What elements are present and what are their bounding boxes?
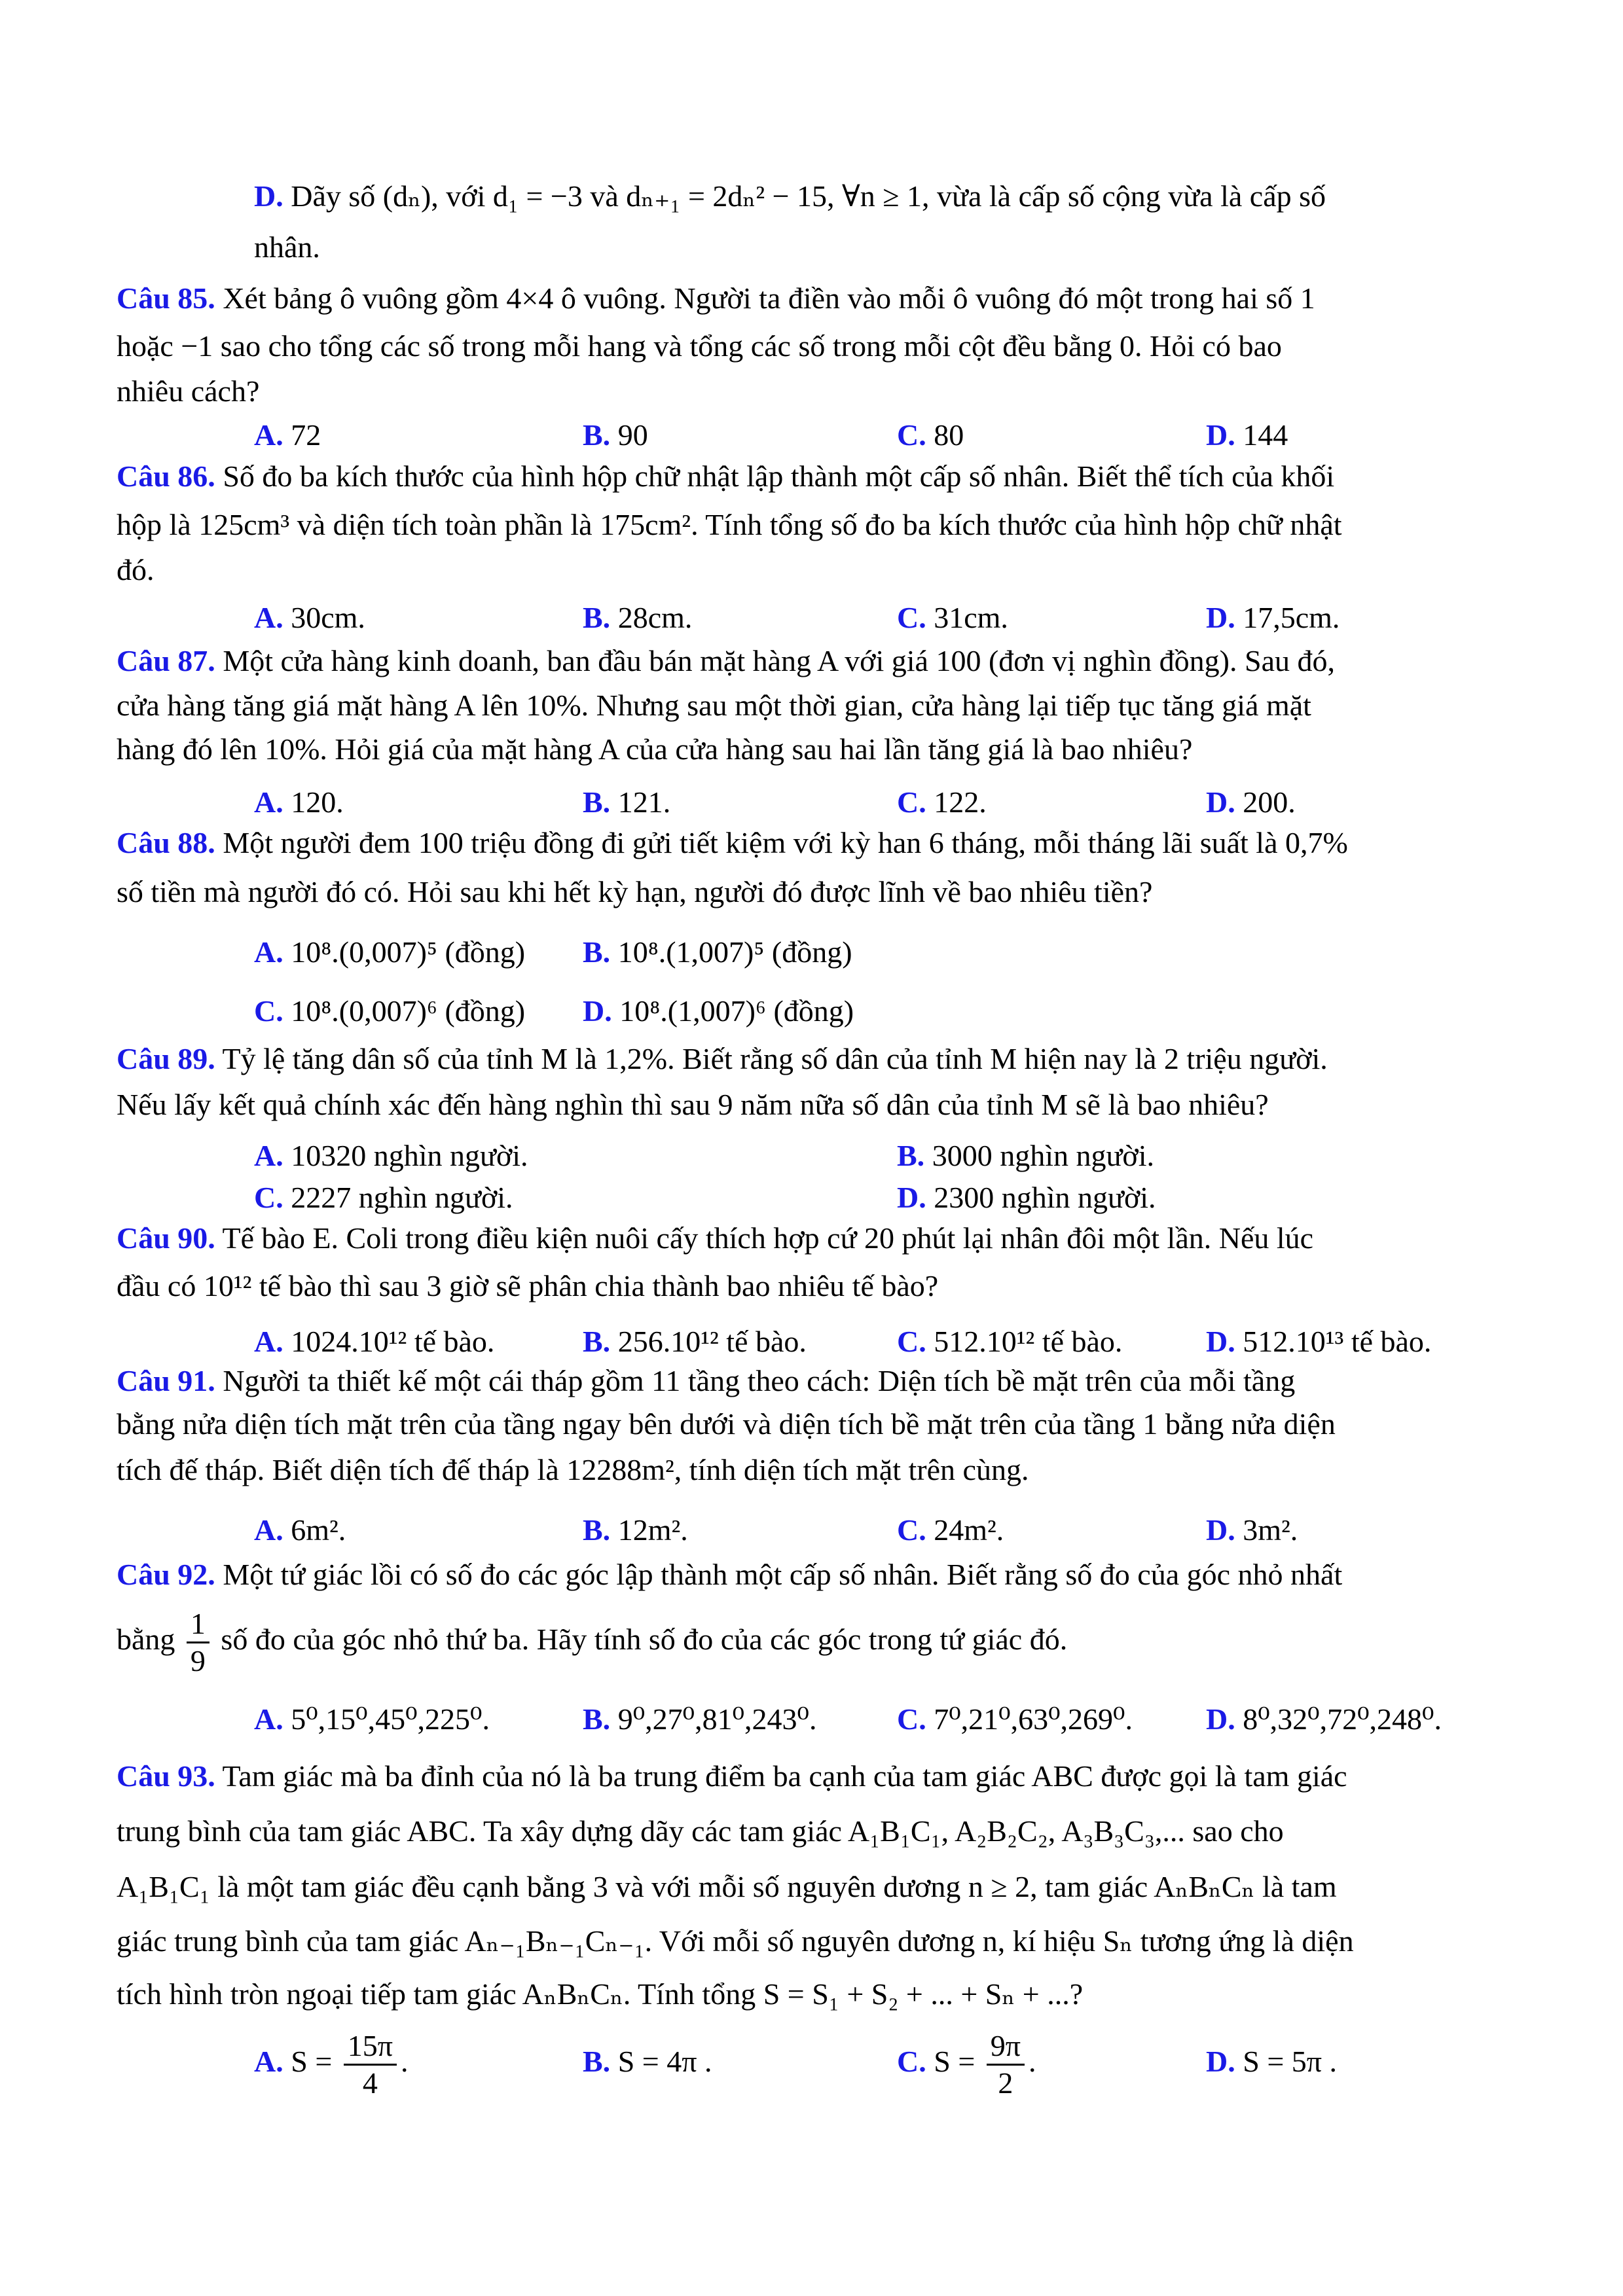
question-number: Câu 87. (117, 644, 215, 677)
q90-line-1 (117, 1220, 1313, 1257)
q86-option-c: C. 31cm. (897, 601, 1008, 634)
q89-option-d: D. 2300 nghìn người. (897, 1181, 1156, 1214)
q85-option-d: D. 144 (1206, 418, 1288, 452)
q86-line-2: hộp là 125cm³ và diện tích toàn phần là 175cm². Tính tổng số đo ba kích thước của hình hộp chữ nhật (117, 508, 1342, 541)
q85-option-b: B. 90 (583, 418, 648, 452)
q93-option-b: B. S = 4π . (583, 2045, 712, 2078)
q90-option-c: C. 512.10¹² tế bào. (897, 1325, 1123, 1358)
q89-option-a: A. 10320 nghìn người. (254, 1139, 528, 1172)
q87-option-a: A. 120. (254, 785, 344, 819)
q87-option-c: C. 122. (897, 785, 987, 819)
question-text: Tế bào E. Coli trong điều kiện nuôi cấy thích hợp cứ 20 phút lại nhân đôi một lần. Nếu lúc (222, 1221, 1314, 1255)
q91-option-a: A. 6m². (254, 1513, 346, 1547)
q93-line-4: giác trung bình của tam giác Aₙ₋₁Bₙ₋₁Cₙ₋₁. Với mỗi số nguyên dương n, kí hiệu Sₙ tương ứng là diện (117, 1924, 1354, 1958)
q89-line-2: Nếu lấy kết quả chính xác đến hàng nghìn thì sau 9 năm nữa số dân của tỉnh M sẽ là bao nhiêu? (117, 1088, 1269, 1121)
q86-line-3: đó. (117, 553, 155, 586)
option-text: Dãy số (dₙ), với d₁ = −3 và dₙ₊₁ = 2dₙ² − 15, ∀n ≥ 1, vừa là cấp số cộng vừa là cấp số (291, 179, 1326, 213)
fraction-one-ninth: $\frac{1}{9}$ (187, 1606, 210, 1679)
question-number: Câu 91. (117, 1364, 215, 1397)
q90-line-2: đầu có 10¹² tế bào thì sau 3 giờ sẽ phân chia thành bao nhiêu tế bào? (117, 1269, 939, 1302)
q89-option-c: C. 2227 nghìn người. (254, 1181, 513, 1214)
q93-line-3: A₁B₁C₁ là một tam giác đều cạnh bằng 3 và với mỗi số nguyên dương n ≥ 2, tam giác AₙBₙCₙ là tam (117, 1870, 1337, 1903)
q85-line-2: hoặc −1 sao cho tổng các số trong mỗi hang và tổng các số trong mỗi cột đều bằng 0. Hỏi có bao (117, 329, 1282, 363)
question-number: Câu 85. (117, 281, 215, 315)
q92-option-d: D. 8⁰,32⁰,72⁰,248⁰. (1206, 1702, 1442, 1736)
q86-option-d: D. 17,5cm. (1206, 601, 1340, 634)
question-text: Người ta thiết kế một cái tháp gồm 11 tầng theo cách: Diện tích bề mặt trên của mỗi tầng (223, 1364, 1296, 1397)
q85-option-a: A. 72 (254, 418, 321, 452)
q87-line-2: cửa hàng tăng giá mặt hàng A lên 10%. Nhưng sau một thời gian, cửa hàng lại tiếp tục tăng giá mặt (117, 689, 1311, 722)
question-number: Câu 88. (117, 826, 215, 859)
q93-line-2: trung bình của tam giác ABC. Ta xây dựng dãy các tam giác A₁B₁C₁, A₂B₂C₂, A₃B₃C₃,... sao cho (117, 1814, 1284, 1848)
q88-option-c: C. 10⁸.(0,007)⁶ (đồng) (254, 994, 526, 1028)
q85-line-1 (117, 280, 1315, 317)
question-text: Một cửa hàng kinh doanh, ban đầu bán mặt hàng A với giá 100 (đơn vị nghìn đồng). Sau đó, (223, 644, 1335, 677)
q93-line-5: tích hình tròn ngoại tiếp tam giác AₙBₙCₙ. Tính tổng S = S₁ + S₂ + ... + Sₙ + ...? (117, 1977, 1084, 2011)
q93-option-c: C. S = $\frac{9\pi}{2}$ . (897, 2028, 1036, 2100)
q92-option-c: C. 7⁰,21⁰,63⁰,269⁰. (897, 1702, 1133, 1736)
q86-line-1 (117, 458, 1334, 495)
q85-option-c: C. 80 (897, 418, 964, 452)
q90-option-a: A. 1024.10¹² tế bào. (254, 1325, 495, 1358)
option-label: D. (254, 179, 283, 213)
q91-option-c: C. 24m². (897, 1513, 1004, 1547)
q87-line-1 (117, 643, 1335, 679)
q86-option-a: A. 30cm. (254, 601, 365, 634)
q92-line-1 (117, 1556, 1342, 1593)
question-text: Số đo ba kích thước của hình hộp chữ nhật lập thành một cấp số nhân. Biết thể tích của khối (223, 459, 1335, 493)
question-number: Câu 93. (117, 1759, 215, 1793)
question-text: Một tứ giác lồi có số đo các góc lập thành một cấp số nhân. Biết rằng số đo của góc nhỏ nhất (223, 1558, 1343, 1591)
q88-line-2: số tiền mà người đó có. Hỏi sau khi hết kỳ hạn, người đó được lĩnh về bao nhiêu tiền? (117, 875, 1153, 908)
q92-option-a: A. 5⁰,15⁰,45⁰,225⁰. (254, 1702, 490, 1736)
q87-line-3: hàng đó lên 10%. Hỏi giá của mặt hàng A của cửa hàng sau hai lần tăng giá là bao nhiêu? (117, 732, 1193, 766)
q90-option-d: D. 512.10¹³ tế bào. (1206, 1325, 1432, 1358)
question-number: Câu 86. (117, 459, 215, 493)
fraction-15pi-over-4: $\frac{15\pi}{4}$ (344, 2028, 397, 2101)
q84-option-d-cont: nhân. (254, 230, 320, 264)
q91-line-1 (117, 1363, 1295, 1399)
q91-option-d: D. 3m². (1206, 1513, 1298, 1547)
q91-option-b: B. 12m². (583, 1513, 688, 1547)
q88-option-d: D. 10⁸.(1,007)⁶ (đồng) (583, 994, 854, 1028)
q87-option-b: B. 121. (583, 785, 671, 819)
q92-line-2: bằng $\frac{1}{9}$ số đo của góc nhỏ thứ ba. Hãy tính số đo của các góc trong tứ giác đó. (117, 1606, 1068, 1677)
question-text: Tam giác mà ba đỉnh của nó là ba trung điểm ba cạnh của tam giác ABC được gọi là tam giác (222, 1759, 1347, 1793)
q93-option-a: A. S = $\frac{15\pi}{4}$ . (254, 2028, 409, 2100)
q88-line-1 (117, 825, 1348, 861)
question-number: Câu 92. (117, 1558, 215, 1591)
q86-option-b: B. 28cm. (583, 601, 693, 634)
q89-option-b: B. 3000 nghìn người. (897, 1139, 1155, 1172)
q91-line-3: tích đế tháp. Biết diện tích đế tháp là 12288m², tính diện tích mặt trên cùng. (117, 1453, 1029, 1486)
q87-option-d: D. 200. (1206, 785, 1296, 819)
q88-option-b: B. 10⁸.(1,007)⁵ (đồng) (583, 935, 852, 969)
q90-option-b: B. 256.10¹² tế bào. (583, 1325, 807, 1358)
question-number: Câu 90. (117, 1221, 215, 1255)
question-text: Xét bảng ô vuông gồm 4×4 ô vuông. Người ta điền vào mỗi ô vuông đó một trong hai số 1 (223, 281, 1315, 315)
q84-option-d (254, 178, 1326, 215)
question-text: Tỷ lệ tăng dân số của tỉnh M là 1,2%. Biết rằng số dân của tỉnh M hiện nay là 2 triệu người. (222, 1042, 1328, 1075)
q91-line-2: bằng nửa diện tích mặt trên của tầng ngay bên dưới và diện tích bề mặt trên của tầng 1 bằng nửa diện (117, 1407, 1336, 1441)
q88-option-a: A. 10⁸.(0,007)⁵ (đồng) (254, 935, 526, 969)
q93-option-d: D. S = 5π . (1206, 2045, 1337, 2078)
question-number: Câu 89. (117, 1042, 215, 1075)
fraction-9pi-over-2: $\frac{9\pi}{2}$ (987, 2028, 1025, 2101)
q89-line-1 (117, 1041, 1328, 1077)
q92-option-b: B. 9⁰,27⁰,81⁰,243⁰. (583, 1702, 817, 1736)
q93-line-1 (117, 1758, 1347, 1795)
q85-line-3: nhiêu cách? (117, 374, 260, 408)
question-text: Một người đem 100 triệu đồng đi gửi tiết kiệm với kỳ han 6 tháng, mỗi tháng lãi suất là 0,7% (223, 826, 1348, 859)
